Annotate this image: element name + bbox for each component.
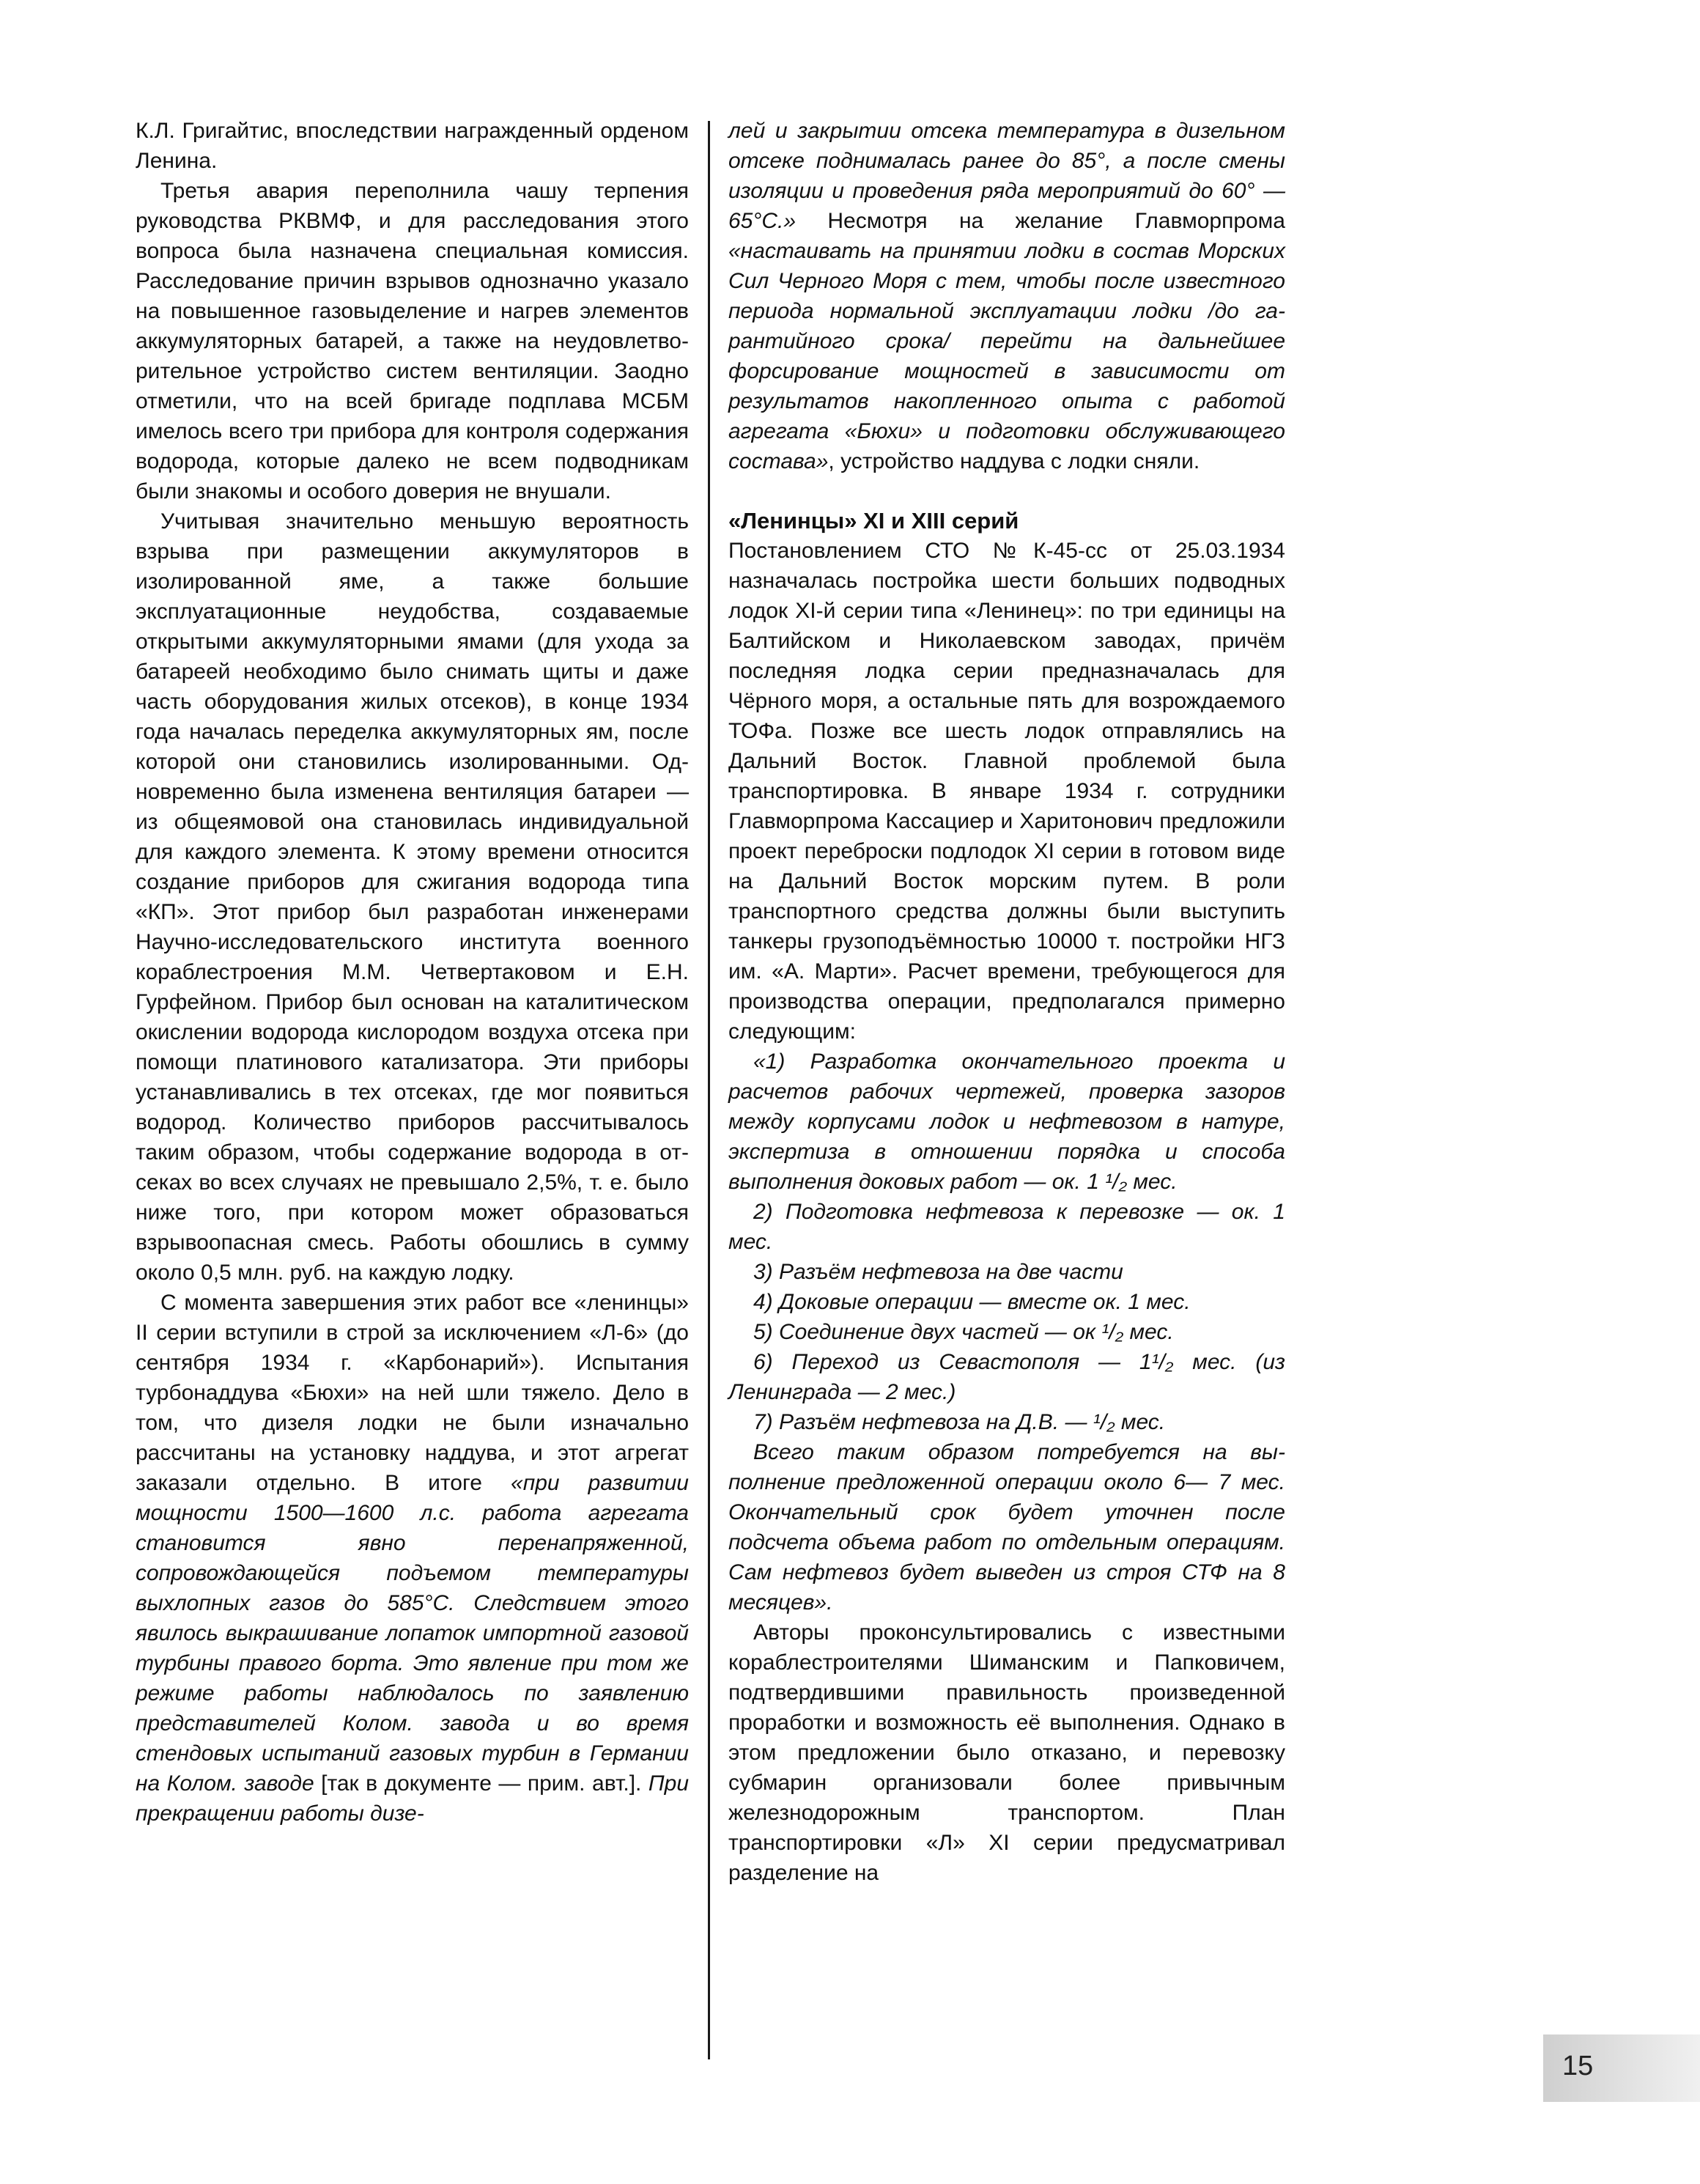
quote-item: 4) Доковые операции — вместе ок. 1 мес. [753,1290,1191,1314]
quote-item: 7) Разъём нефтевоза на Д.В. — ¹/₂ мес. [753,1410,1166,1434]
paragraph: Авторы проконсультировались с известными кораблестроителями Шиманским и Папковичем, подтвердившими правильность произведенной проработки и возможность её выполнения. Однако в этом предложении было отказано, и перевозку субмарин организовали более привычным железнодорожным транспортом. План транспортировки «Л» XI серии предусматривал разделение на [728,1620,1285,1885]
quote-run: При прекращении работы дизе- [136,1771,689,1826]
page-number-tab [1543,2034,1700,2102]
paragraph: Постановлением СТО №К-45-сс от 25.03.1934 назначалась постройка шести больших подводных лодок XI-й серии типа «Ленинец»: по три единицы на Балтийском и Николаевском заводах, причём последняя лодка серии предназначалась для Чёрного моря, а остальные пять для возрождаемого ТОФа. Позже все шесть лодок отправлялись на Дальний Восток. Главной проблемой была транспортировка. В январе 1934 г. сотрудники Главморпрома Кассациер и Харитонович предложили проект переброски подлодок XI серии в готовом виде на Дальний Восток морским путем. В роли транспортного средства должны были выступить танкеры грузоподъёмностью 10000 т. постройки НГЗ им. «А. Марти». Расчет времени, требующегося для производства операции, предполагался примерно следующим: [728,539,1285,1044]
quote-run: лей и закрытии отсека температура в дизельном отсеке поднималась ранее до 85°, а после смены изоляции и проведения ряда мероприятий до 60° — 65°С.» [728,119,1285,233]
page-number: 15 [1562,2051,1594,2081]
quote-item: 6) Переход из Севастополя — 1¹/₂ мес. (из Ленинграда — 2 мес.) [728,1350,1285,1404]
quote-item: Всего таким образом потребуется на выполнение предложенной операции около 6— 7 мес. Окончательный срок будет уточнен после подсчета объема работ по отдельным операциям. Сам нефтевоз будет выведен из строя СТФ на 8 месяцев». [728,1440,1285,1615]
paragraph: К.Л. Григайтис, впоследствии награжденный орденом Ленина. [136,119,689,173]
paragraph: Третья авария переполнила чашу терпения руководства РКВМФ, и для расследования этого вопроса была назначена специальная комиссия. Расследование причин взрывов однозначно указало на повышенное газовыделение и нагрев элементов аккумуляторных батарей, а также на неудовлетворительное устройство систем вентиляции. Заодно отметили, что на всей бригаде подплава МСБМ имелось всего три прибора для контроля содержания водорода, которые далеко не всем подводникам были знакомы и особого доверия не внушали. [136,179,689,503]
paragraph [136,1288,689,1829]
quote-item: «1) Разработка окончательного проекта и расчетов рабочих чертежей, проверка зазоров между корпусами лодок и нефтевозом в натуре, экспертиза в отношении порядка и способа выполнения доковых работ — ок. 1 ¹/₂ мес. [728,1049,1285,1194]
left-column [136,116,689,1829]
text-run: С момента завершения этих работ все «ленинцы» II серии вступили в строй за исключением «Л-6» (до сентября 1934 г. «Карбонарий»). Испытания турбонаддува «Бюхи» на ней шли тяжело. Дело в том, что дизеля лодки не были изначально рассчитаны на установку наддува, и этот агрегат заказали отдельно. В итоге [136,1291,689,1495]
quote-item: 3) Разъём нефтевоза на две части [753,1260,1123,1284]
column-divider [708,121,710,2059]
quote-item: 2) Подготовка нефтевоза к перевозке — ок. 1 мес. [728,1200,1285,1254]
right-column [728,116,1285,1888]
text-run: , устройство наддува с лодки сняли. [828,449,1200,473]
quote-run: «настаивать на принятии лодки в состав Морских Сил Черного Моря с тем, чтобы после известного периода нормальной эксплуатации лодки /до гарантийного срока/ перейти на дальнейшее форсирование мощностей в зависимости от результатов накопленного опыта с работой агрегата «Бюхи» и подготовки обслуживающего состава» [728,239,1285,473]
text-run: Несмотря на желание Главморпрома [796,209,1285,233]
text-run: [так в документе — прим. авт.]. [314,1771,648,1796]
paragraph [728,116,1285,476]
section-heading: «Ленинцы» XI и XIII серий [728,508,1019,534]
quote-item: 5) Соединение двух частей — ок ¹/₂ мес. [753,1320,1174,1344]
quote-run: «при развитии мощности 1500—1600 л.с. работа агрегата становится явно перенапряженной, сопровождающейся подъемом температуры выхлопных газов до 585°С. Следствием этого явилось выкрашивание лопаток импортной газовой турбины правого борта. Это явление при том же режиме работы наблюдалось по заявлению представителей Колом. завода и во время стендовых испытаний газовых турбин в Германии на Колом. заводе [136,1471,689,1796]
paragraph: Учитывая значительно меньшую вероятность взрыва при размещении аккумуляторов в изолированной яме, а также большие эксплуатационные неудобства, создаваемые открытыми аккумуляторными ямами (для ухода за батареей необходимо было снимать щиты и даже часть оборудования жилых отсеков), в конце 1934 года началась переделка аккумуляторных ям, после которой они становились изолированными. Одновременно была изменена вентиляция батареи — из общеямовой она становилась индивидуальной для каждого элемента. К этому времени относится создание приборов для сжигания водорода типа «КП». Этот прибор был разработан инженерами Научно-исследовательского института военного кораблестроения М.М. Четвертаковом и Е.Н. Гурфейном. Прибор был основан на каталитическом окислении водорода кислородом воздуха отсека при помощи платинового катализатора. Эти приборы устанавливались в тех отсеках, где мог появиться водород. Количество приборов рассчитывалось таким образом, чтобы содержание водорода в отсеках во всех случаях не превышало 2,5%, т. е. было ниже того, при котором может образоваться взрывоопасная смесь. Работы обошлись в сумму около 0,5 млн. руб. на каждую лодку. [136,509,689,1285]
